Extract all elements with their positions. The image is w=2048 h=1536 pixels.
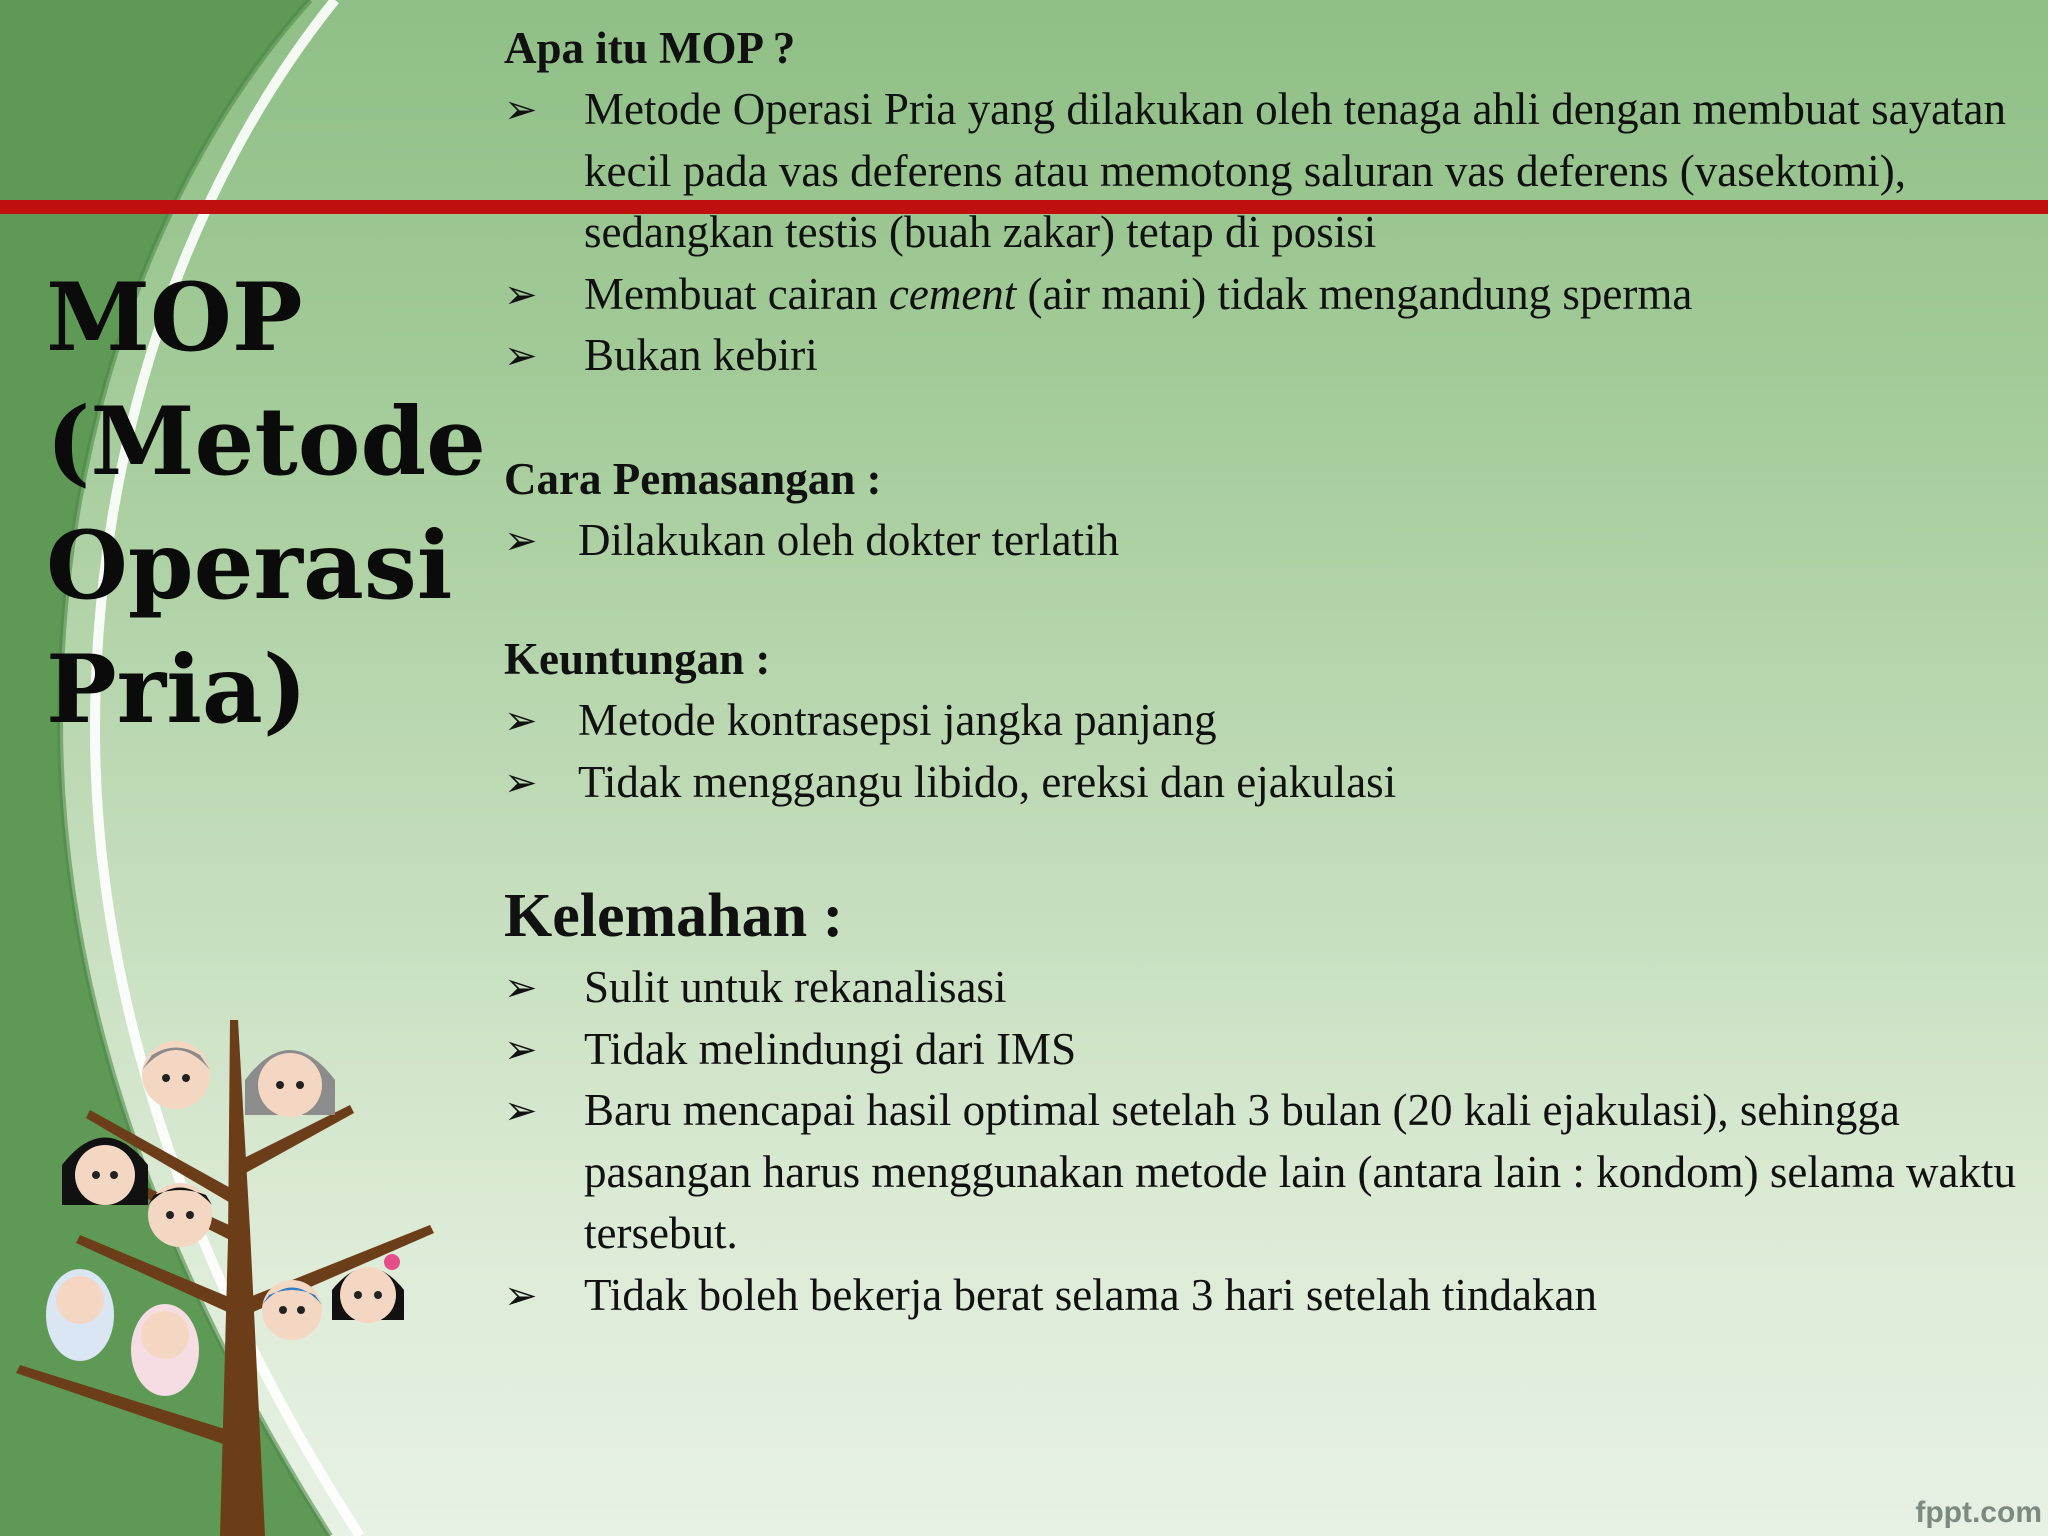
person-grandma bbox=[245, 1050, 335, 1117]
arrow-bullet-icon: ➢ bbox=[504, 1026, 538, 1072]
brand-watermark[interactable]: fppt.com bbox=[1915, 1496, 2042, 1529]
arrow-bullet-icon: ➢ bbox=[504, 333, 538, 378]
list-item bbox=[504, 1080, 2024, 1265]
list-apa-itu bbox=[504, 79, 2024, 387]
arrow-bullet-icon: ➢ bbox=[504, 271, 538, 317]
list-item bbox=[504, 957, 2024, 1019]
item-text: Tidak melindungi dari IMS bbox=[584, 1023, 1077, 1074]
list-item bbox=[504, 510, 2024, 572]
person-baby-pink bbox=[131, 1304, 199, 1396]
item-text: Dilakukan oleh dokter terlatih bbox=[578, 514, 1120, 565]
item-text: Sulit untuk rekanalisasi bbox=[584, 962, 1007, 1012]
list-item bbox=[504, 79, 2024, 264]
list-item bbox=[504, 690, 2024, 752]
person-grandpa bbox=[142, 1041, 210, 1109]
heading-cara-pemasangan: Cara Pemasangan : bbox=[504, 453, 882, 504]
item-text: Baru mencapai hasil optimal setelah 3 bulan (20 kali ejakulasi), sehingga pasangan harus menggunakan metode lain (antara lain : kondom) selama waktu tersebut. bbox=[584, 1085, 2017, 1258]
item-text: Metode Operasi Pria yang dilakukan oleh tenaga ahli dengan membuat sayatan kecil pada vas deferens atau memotong saluran vas deferens (vasektomi), sedangkan testis (buah zakar) tetap di posisi bbox=[584, 84, 2007, 257]
list-item bbox=[504, 752, 2024, 814]
list-item bbox=[504, 1019, 2024, 1081]
person-boy bbox=[262, 1280, 322, 1340]
arrow-bullet-icon: ➢ bbox=[504, 698, 538, 743]
item-text bbox=[584, 269, 1692, 319]
item-text-before: Membuat cairan bbox=[584, 268, 889, 319]
list-item bbox=[504, 325, 2024, 387]
side-title: MOP (Metode Operasi Pria) bbox=[46, 263, 486, 745]
item-text: Tidak boleh bekerja berat selama 3 hari setelah tindakan bbox=[584, 1269, 1597, 1320]
heading-keuntungan: Keuntungan : bbox=[504, 634, 771, 684]
arrow-bullet-icon: ➢ bbox=[504, 517, 538, 563]
list-kelemahan bbox=[504, 957, 2024, 1326]
item-text: Tidak menggangu libido, ereksi dan ejakulasi bbox=[578, 756, 1397, 807]
item-text: Metode kontrasepsi jangka panjang bbox=[578, 695, 1217, 745]
item-text-after: (air mani) tidak mengandung sperma bbox=[1016, 268, 1693, 319]
person-mother bbox=[62, 1138, 148, 1206]
item-text-italic: cement bbox=[888, 268, 1017, 319]
spacer bbox=[504, 387, 2024, 449]
arrow-bullet-icon: ➢ bbox=[504, 759, 538, 805]
person-father bbox=[148, 1183, 212, 1247]
heading-apa-itu: Apa itu MOP ? bbox=[504, 23, 796, 73]
spacer bbox=[504, 571, 2024, 629]
list-cara-pemasangan bbox=[504, 510, 2024, 572]
arrow-bullet-icon: ➢ bbox=[504, 1088, 538, 1133]
arrow-bullet-icon: ➢ bbox=[504, 1272, 538, 1318]
list-item bbox=[504, 1265, 2024, 1327]
heading-kelemahan: Kelemahan : bbox=[504, 882, 844, 950]
arrow-bullet-icon: ➢ bbox=[504, 87, 538, 132]
list-item bbox=[504, 264, 2024, 326]
spacer bbox=[504, 813, 2024, 875]
person-baby-blue bbox=[46, 1269, 114, 1361]
item-text: Bukan kebiri bbox=[584, 330, 818, 380]
arrow-bullet-icon: ➢ bbox=[504, 965, 538, 1010]
branch-base-left bbox=[16, 1365, 228, 1445]
content-area bbox=[504, 18, 2024, 1326]
list-keuntungan bbox=[504, 690, 2024, 813]
